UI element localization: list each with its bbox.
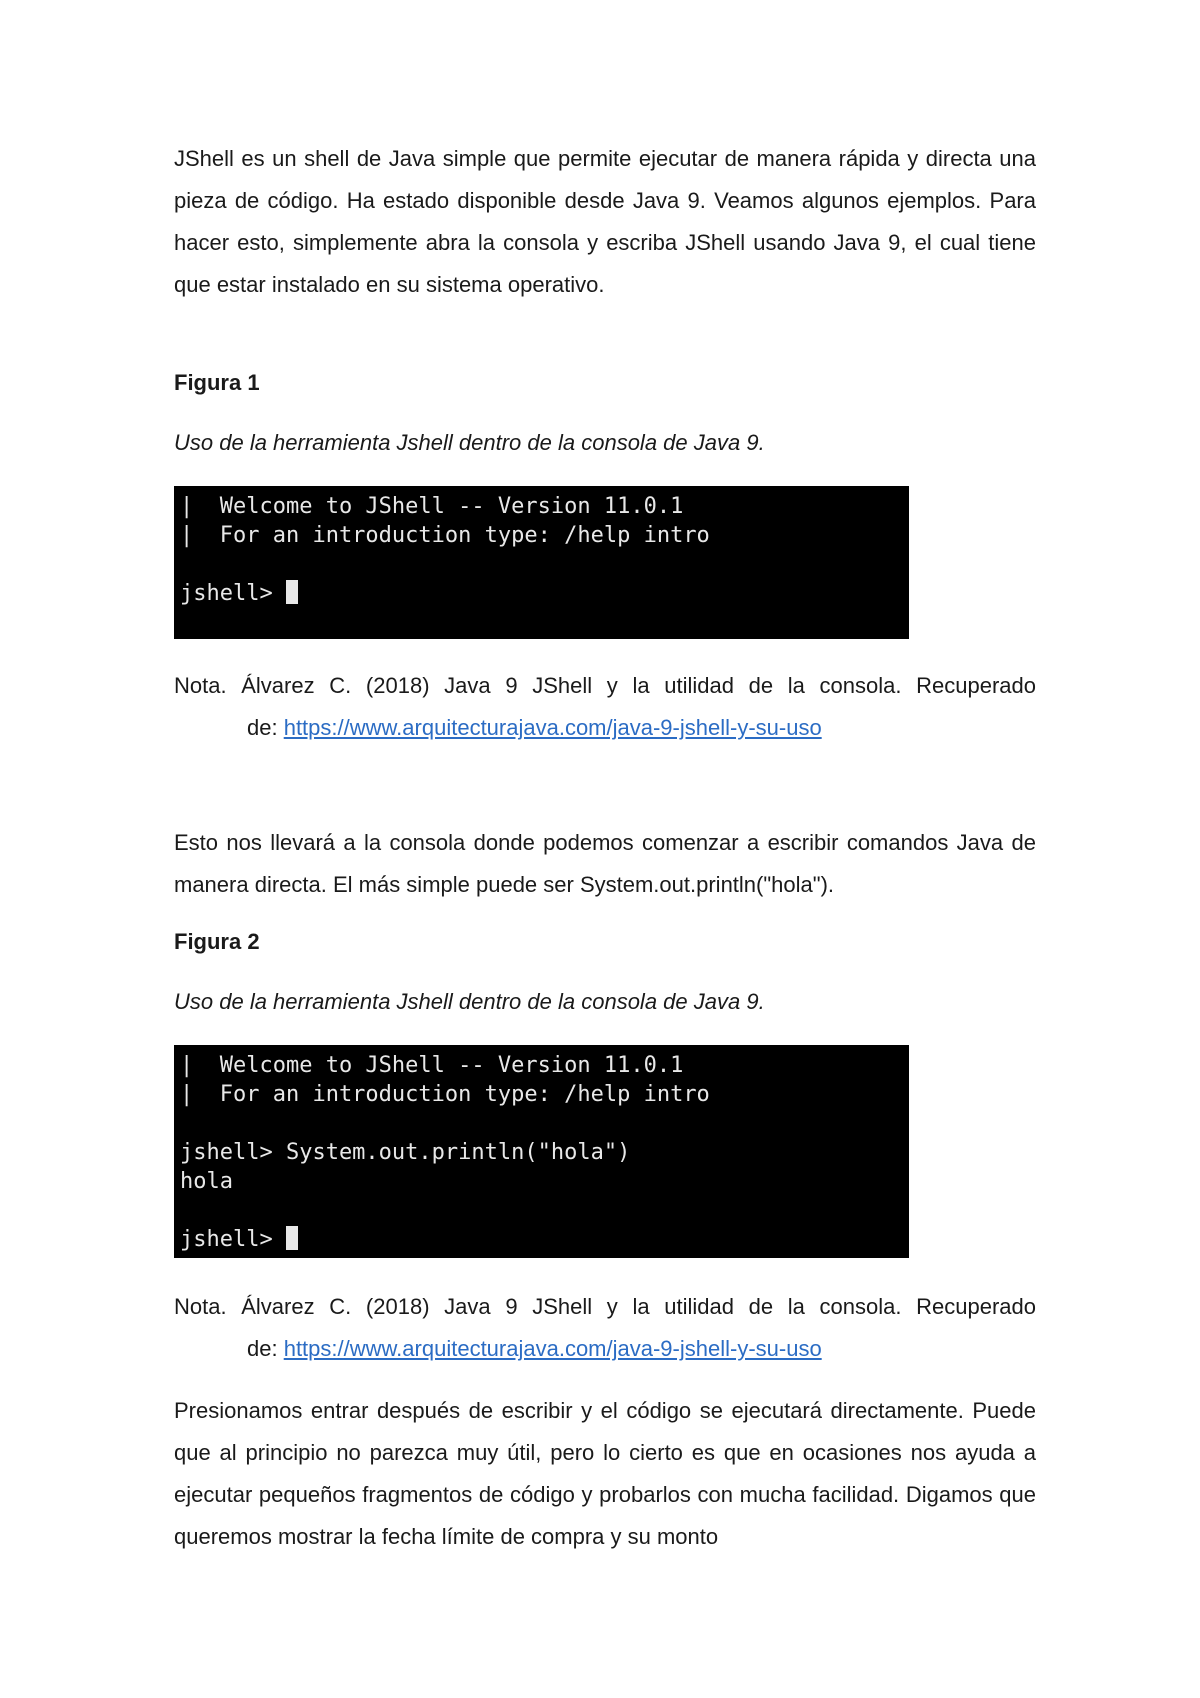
terminal-cursor-icon bbox=[286, 1226, 298, 1250]
figure-1-note-source bbox=[174, 707, 1036, 749]
third-paragraph: Presionamos entrar después de escribir y el código se ejecutará directamente. Puede que al principio no parezca muy útil, pero lo cierto es que en ocasiones nos ayuda a ejecutar pequeños fragmentos de código y probarlos con mucha facilidad. Digamos que queremos mostrar la fecha límite de compra y su monto bbox=[174, 1398, 1036, 1549]
figure-1-terminal bbox=[174, 486, 909, 639]
terminal-output-line: hola bbox=[180, 1169, 233, 1194]
figure-1-note-prefix: de: bbox=[247, 715, 284, 740]
terminal-blank-line bbox=[180, 550, 909, 579]
terminal-blank-line bbox=[180, 1196, 909, 1225]
figure-1-title: Uso de la herramienta Jshell dentro de la consola de Java 9. bbox=[174, 430, 765, 455]
figure-2-note-prefix: de: bbox=[247, 1336, 284, 1361]
second-paragraph: Esto nos llevará a la consola donde podemos comenzar a escribir comandos Java de manera directa. El más simple puede ser System.out.println("hola"). bbox=[174, 830, 1036, 897]
figure-2-note bbox=[174, 1286, 1036, 1370]
figure-2-source-link[interactable]: https://www.arquitecturajava.com/java-9-jshell-y-su-uso bbox=[283, 1336, 822, 1361]
figure-2-label: Figura 2 bbox=[174, 929, 260, 954]
terminal-cursor-icon bbox=[286, 580, 298, 604]
figure-1-note bbox=[174, 665, 1036, 749]
terminal-prompt-line bbox=[180, 1225, 909, 1254]
figure-2-terminal bbox=[174, 1045, 909, 1258]
terminal-welcome-line: | Welcome to JShell -- Version 11.0.1 bbox=[180, 494, 684, 519]
terminal-prompt: jshell> bbox=[180, 581, 286, 606]
figure-1-label: Figura 1 bbox=[174, 370, 260, 395]
figure-1-source-link[interactable]: https://www.arquitecturajava.com/java-9-jshell-y-su-uso bbox=[283, 715, 822, 740]
figure-1-note-text: Nota. Álvarez C. (2018) Java 9 JShell y la utilidad de la consola. Recuperado bbox=[174, 673, 1036, 698]
figure-2-note-text: Nota. Álvarez C. (2018) Java 9 JShell y la utilidad de la consola. Recuperado bbox=[174, 1294, 1036, 1319]
terminal-command-line: jshell> System.out.println("hola") bbox=[180, 1140, 631, 1165]
figure-2-note-source bbox=[174, 1328, 1036, 1370]
intro-paragraph: JShell es un shell de Java simple que permite ejecutar de manera rápida y directa una pieza de código. Ha estado disponible desde Java 9. Veamos algunos ejemplos. Para hacer esto, simplemente abra la consola y escriba JShell usando Java 9, el cual tiene que estar instalado en su sistema operativo. bbox=[174, 146, 1036, 297]
terminal-welcome-line: | Welcome to JShell -- Version 11.0.1 bbox=[180, 1053, 684, 1078]
figure-2-title: Uso de la herramienta Jshell dentro de la consola de Java 9. bbox=[174, 989, 765, 1014]
terminal-prompt: jshell> bbox=[180, 1227, 286, 1252]
terminal-help-line: | For an introduction type: /help intro bbox=[180, 523, 710, 548]
terminal-help-line: | For an introduction type: /help intro bbox=[180, 1082, 710, 1107]
terminal-prompt-line bbox=[180, 579, 909, 608]
terminal-blank-line bbox=[180, 1109, 909, 1138]
